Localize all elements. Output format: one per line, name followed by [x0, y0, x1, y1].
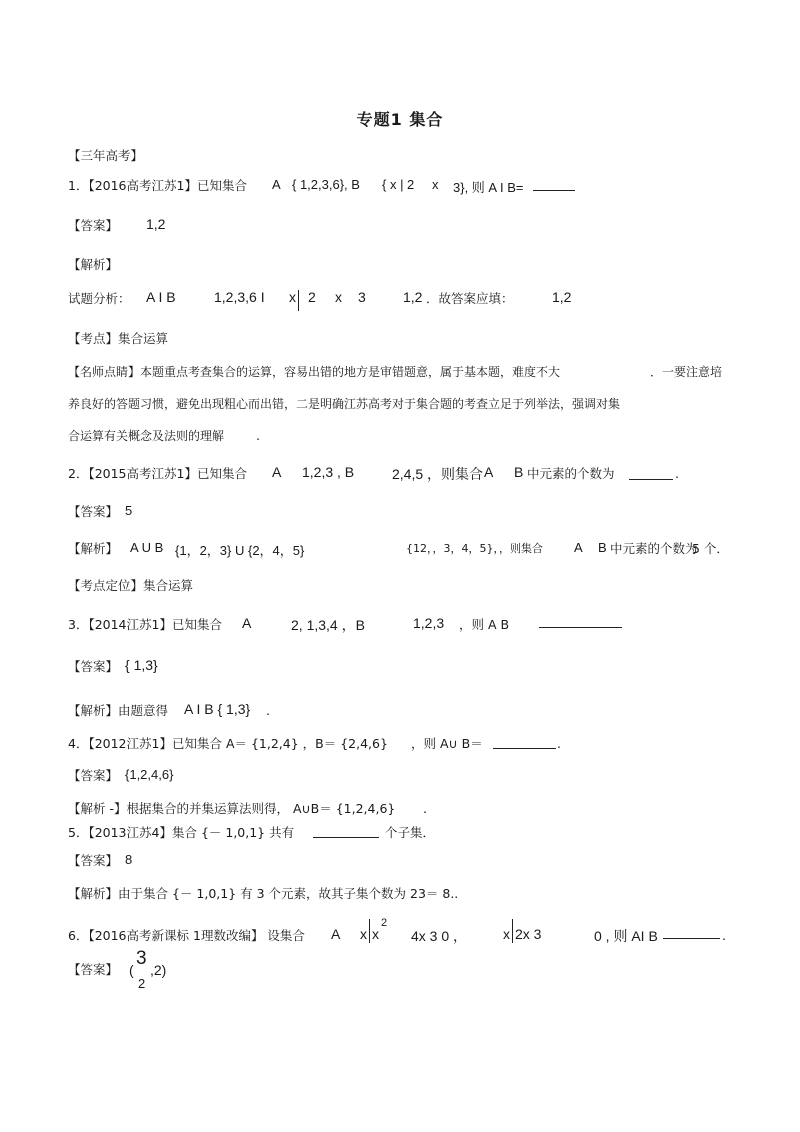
q2-var-b2: B [598, 540, 607, 555]
q3-answer-label: 【答案】 [68, 659, 119, 674]
q3-dot: . [266, 703, 270, 718]
q4-tail: ，则 A∪ B＝ [411, 736, 483, 751]
q6-x1: x [360, 926, 367, 942]
q1-result-2: 1,2 [552, 289, 572, 305]
q6-x3: x [503, 926, 510, 942]
q2-var-b: B [514, 464, 524, 480]
q2-period: . [675, 466, 679, 481]
q6-lead: 6．【2016高考新课标 1理数改编】 设集合 [68, 928, 305, 943]
q6-fraction-numerator: 3 [136, 948, 147, 969]
q1-cond-x: x [289, 289, 296, 305]
q2-five: 5 个． [692, 541, 729, 556]
q4-dot: . [423, 801, 427, 816]
q3-tail: ，则 A B [459, 617, 510, 632]
set-builder-bar-2 [512, 919, 513, 943]
q2-answer-label: 【答案】 [68, 504, 119, 519]
q6-rest2: 2x 3 [515, 926, 542, 942]
q5-tail: 个子集． [385, 825, 436, 840]
q2-tail: 中元素的个数为 [527, 466, 615, 481]
q1-three: 3}, 则 A I B= [453, 180, 524, 195]
q3-jiexi: 【解析】由题意得 [68, 703, 169, 718]
q1-mingshi-line1: 【名师点睛】本题重点考查集合的运算，容易出错的地方是审错题意，属于基本题，难度不大 [68, 365, 561, 379]
q5-answer-value: 8 [125, 852, 133, 867]
q4-lead: 4．【2012江苏1】已知集合 A＝ {1,2,4} ，B＝ {2,4,6} [68, 736, 388, 751]
q2-union-result: {12，，3，4，5}，，则集合 [406, 542, 543, 555]
q1-result: 1,2 [403, 289, 423, 305]
q2-var-a: A [272, 464, 282, 480]
q1-set-b: { x | 2 [382, 177, 415, 192]
q3-answer-value: { 1,3} [125, 657, 158, 673]
q1-jiexi-label: 【解析】 [68, 257, 119, 272]
q5-answer-label: 【答案】 [68, 853, 119, 868]
q1-mingshi-line2: 养良好的答题习惯，避免出现粗心而出错，二是明确江苏高考对于集合题的考查立足于列举法，强调对集 [68, 397, 621, 411]
q2-answer-value: 5 [125, 503, 133, 518]
q6-rest1: 4x 3 0 ， [411, 928, 468, 944]
q1-cond-x2: x [335, 289, 342, 305]
q1-cond-3: 3 [358, 289, 366, 305]
q4-period: . [557, 736, 561, 751]
q1-cond-2: 2 [308, 289, 316, 305]
q1-mingshi-line3: 合运算有关概念及法则的理解 [68, 429, 225, 443]
q5-answer-blank [313, 837, 379, 838]
q4-answer-label: 【答案】 [68, 768, 119, 783]
q6-rest: ,2) [150, 962, 167, 978]
q1-kaodian: 【考点】集合运算 [68, 331, 169, 346]
q1-answer-blank [533, 190, 575, 191]
q1-result-tail: ．故答案应填： [426, 291, 514, 306]
q2-tail2: 中元素的个数为 [610, 541, 698, 556]
q6-tail: 0 , 则 AI B [594, 928, 658, 944]
set-builder-bar-1 [369, 919, 370, 943]
q1-mingshi-end: . [256, 428, 260, 443]
q6-answer-label: 【答案】 [68, 962, 119, 977]
q3-set-b: 1,2,3 [413, 615, 445, 631]
q4-answer-blank [493, 748, 556, 749]
q4-answer-value: {1,2,4,6} [125, 767, 174, 782]
q1-var-x: x [432, 177, 439, 192]
q6-fraction-denominator: 2 [138, 976, 146, 991]
q3-var-a: A [242, 615, 252, 631]
q1-set-a: { 1,2,3,6}, B [292, 177, 360, 192]
set-builder-bar [298, 290, 299, 311]
q2-var-a3: A [574, 540, 583, 555]
q2-lead: 2．【2015高考江苏1】已知集合 [68, 466, 247, 481]
q1-lead: 1．【2016高考江苏1】已知集合 [68, 178, 247, 193]
q2-union-sets: {1，2，3} U {2，4，5} [175, 543, 305, 558]
q1-analysis-label: 试题分析： [68, 291, 131, 306]
page-title: 专题1 集合 [356, 110, 444, 129]
q6-answer-blank [663, 938, 720, 939]
q6-lparen: ( [129, 962, 134, 978]
q3-set-a: 2, 1,3,4 ，B [291, 617, 365, 633]
q2-answer-blank [629, 479, 673, 480]
q2-var-a2: A [484, 464, 494, 480]
q6-period: . [722, 928, 726, 943]
q2-kaodian: 【考点定位】集合运算 [68, 578, 194, 593]
q6-var-a: A [331, 926, 341, 942]
q6-superscript: 2 [381, 917, 388, 929]
q4-jiexi: 【解析 -】根据集合的并集运算法则得， A∪B＝ {1,2,4,6} [68, 801, 396, 816]
q5-lead: 5．【2013江苏4】集合 {－ 1,0,1} 共有 [68, 825, 295, 840]
q1-mingshi-line1-tail: ．一要注意培 [650, 365, 723, 379]
q2-set-a: 1,2,3 , B [302, 464, 355, 480]
q1-answer-label: 【答案】 [68, 218, 119, 233]
q3-answer-blank [539, 627, 622, 628]
q1-a-cap-b: A I B [146, 289, 176, 305]
q3-lead: 3．【2014江苏1】已知集合 [68, 617, 222, 632]
q1-var-a: A [272, 177, 281, 192]
q1-set-values: 1,2,3,6 I [214, 289, 265, 305]
section-heading: 【三年高考】 [68, 148, 144, 163]
q6-x2: x [372, 926, 379, 942]
q5-jiexi: 【解析】由于集合 {－ 1,0,1} 有 3 个元素，故其子集个数为 23＝ 8.. [68, 886, 459, 901]
q2-union: A U B [130, 540, 164, 555]
q3-result: A I B { 1,3} [184, 701, 251, 717]
q2-set-b: 2,4,5 ，则集合 [392, 466, 484, 482]
q1-answer-value: 1,2 [146, 216, 166, 232]
q2-jiexi-label: 【解析】 [68, 541, 119, 556]
